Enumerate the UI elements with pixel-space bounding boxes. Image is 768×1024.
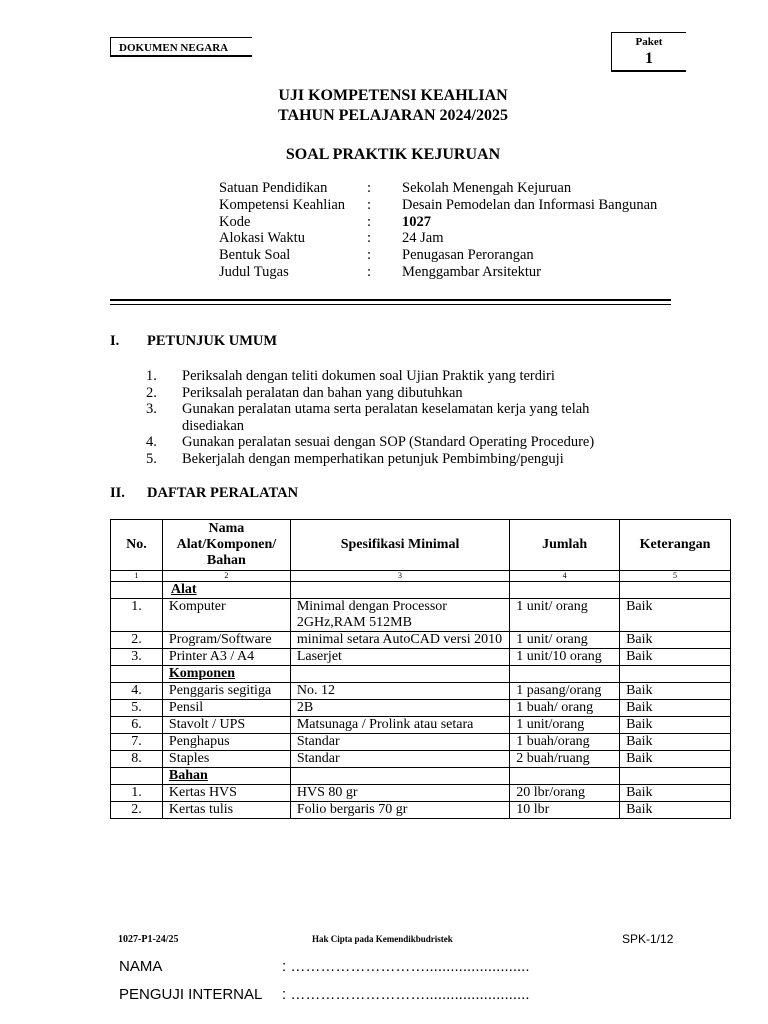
cell-no: 5. [111, 700, 163, 717]
info-key: Satuan Pendidikan [219, 180, 328, 196]
paket-number: 1 [645, 50, 653, 67]
list-item [146, 401, 646, 434]
cell-nama: Stavolt / UPS [162, 717, 290, 734]
info-colon: : [367, 196, 372, 213]
cell-nama: Kertas HVS [162, 785, 290, 802]
section-heading-petunjuk [110, 333, 410, 351]
cell-no: 4. [111, 683, 163, 700]
cell-nama: Printer A3 / A4 [162, 649, 290, 666]
info-value: 1027 [402, 213, 431, 230]
info-colon: : [367, 247, 372, 264]
column-header-keterangan: Keterangan [620, 520, 731, 571]
section-number: II. [110, 485, 125, 501]
penguji-internal-field: : ………………………......................... [282, 986, 530, 1003]
info-value: Sekolah Menengah Kejuruan [402, 180, 572, 196]
table-row [111, 632, 731, 649]
column-header-nama: Nama Alat/Komponen/ Bahan [162, 520, 290, 571]
cell-keterangan: Baik [620, 632, 731, 649]
cell-jumlah: 1 unit/10 orang [510, 649, 620, 666]
column-header-jumlah: Jumlah [510, 520, 620, 571]
table-row [111, 649, 731, 666]
cell-keterangan: Baik [620, 751, 731, 768]
cell-keterangan: Baik [620, 683, 731, 700]
table-row [111, 785, 731, 802]
nama-field: : ………………………......................... [282, 958, 530, 975]
list-item [146, 451, 646, 468]
column-index: 2 [162, 571, 290, 582]
table-row [111, 802, 731, 819]
cell-jumlah: 1 buah/ orang [510, 700, 620, 717]
table-header-row [111, 520, 731, 571]
cell-jumlah: 1 unit/ orang [510, 599, 620, 632]
cell-no: 6. [111, 717, 163, 734]
cell-jumlah: 1 unit/orang [510, 717, 620, 734]
section-number: I. [110, 333, 120, 349]
info-key: Judul Tugas [219, 263, 289, 280]
cell-spesifikasi: Standar [290, 734, 509, 751]
cell-keterangan: Baik [620, 734, 731, 751]
cell-no: 2. [111, 632, 163, 649]
list-number: 1. [146, 368, 157, 384]
cell-spesifikasi: 2B [290, 700, 509, 717]
table-group-row [111, 768, 731, 785]
cell-nama: Program/Software [162, 632, 290, 649]
column-index: 5 [620, 571, 731, 582]
info-value: Menggambar Arsitektur [402, 263, 541, 280]
cell-spesifikasi: minimal setara AutoCAD versi 2010 [290, 632, 509, 649]
cell-spesifikasi: Folio bergaris 70 gr [290, 802, 509, 819]
column-index: 3 [290, 571, 509, 582]
list-item [146, 434, 646, 451]
cell-jumlah: 10 lbr [510, 802, 620, 819]
penguji-internal-label: PENGUJI INTERNAL [119, 986, 263, 1003]
info-colon: : [367, 263, 372, 280]
info-key: Kode [219, 213, 251, 230]
list-item [146, 368, 646, 385]
info-value: 24 Jam [402, 230, 444, 247]
paket-label: Paket [635, 36, 663, 48]
group-label-bahan: Bahan [162, 768, 290, 785]
divider-line [110, 299, 671, 301]
list-text: Periksalah dengan teliti dokumen soal Ujian Praktik yang terdiri [182, 368, 555, 384]
column-index-row [111, 571, 731, 582]
info-value: Penugasan Perorangan [402, 247, 534, 264]
cell-nama: Penggaris segitiga [162, 683, 290, 700]
info-colon: : [367, 230, 372, 247]
cell-spesifikasi: Matsunaga / Prolink atau setara [290, 717, 509, 734]
cell-jumlah: 20 lbr/orang [510, 785, 620, 802]
info-key: Kompetensi Keahlian [219, 196, 346, 213]
cell-jumlah: 1 buah/orang [510, 734, 620, 751]
cell-no: 3. [111, 649, 163, 666]
cell-keterangan: Baik [620, 785, 731, 802]
cell-jumlah: 2 buah/ruang [510, 751, 620, 768]
info-colon: : [367, 213, 372, 230]
table-row [111, 700, 731, 717]
equipment-table [110, 519, 731, 819]
page-number: SPK-1/12 [622, 932, 674, 946]
cell-spesifikasi: Laserjet [290, 649, 509, 666]
cell-spesifikasi: Standar [290, 751, 509, 768]
cell-keterangan: Baik [620, 717, 731, 734]
table-row [111, 751, 731, 768]
document-code: 1027-P1-24/25 [118, 934, 179, 945]
group-label-alat: Alat [162, 582, 290, 599]
table-row [111, 599, 731, 632]
cell-no: 7. [111, 734, 163, 751]
paket-box [611, 32, 686, 72]
info-value: Desain Pemodelan dan Informasi Bangunan [402, 196, 658, 213]
academic-year: TAHUN PELAJARAN 2024/2025 [278, 107, 508, 124]
list-number: 3. [146, 401, 157, 418]
cell-spesifikasi: HVS 80 gr [290, 785, 509, 802]
table-group-row [111, 582, 731, 599]
cell-no: 2. [111, 802, 163, 819]
column-header-spesifikasi: Spesifikasi Minimal [290, 520, 509, 571]
section-heading-peralatan [110, 485, 410, 503]
copyright-notice: Hak Cipta pada Kemendikbudristek [312, 934, 453, 944]
list-number: 4. [146, 434, 157, 451]
cell-nama: Kertas tulis [162, 802, 290, 819]
list-text: Gunakan peralatan sesuai dengan SOP (Standard Operating Procedure) [182, 434, 595, 451]
instruction-list [146, 368, 646, 468]
cell-nama: Pensil [162, 700, 290, 717]
info-key: Alokasi Waktu [219, 230, 305, 247]
dokumen-negara-label: DOKUMEN NEGARA [110, 37, 252, 57]
table-group-row [111, 666, 731, 683]
cell-no: 8. [111, 751, 163, 768]
section-title: DAFTAR PERALATAN [147, 485, 299, 501]
table-row [111, 734, 731, 751]
table-row [111, 717, 731, 734]
cell-spesifikasi: No. 12 [290, 683, 509, 700]
info-key: Bentuk Soal [219, 247, 291, 264]
list-text: Gunakan peralatan utama serta peralatan keselamatan kerja yang telah disediakan [182, 401, 590, 434]
cell-jumlah: 1 pasang/orang [510, 683, 620, 700]
cell-nama: Komputer [162, 599, 290, 632]
cell-keterangan: Baik [620, 599, 731, 632]
list-text: Bekerjalah dengan memperhatikan petunjuk Pembimbing/penguji [182, 450, 564, 467]
cell-keterangan: Baik [620, 802, 731, 819]
column-index: 1 [111, 571, 163, 582]
list-number: 2. [146, 384, 157, 401]
nama-label: NAMA [119, 958, 163, 975]
divider-line [110, 304, 671, 305]
cell-jumlah: 1 unit/ orang [510, 632, 620, 649]
cell-keterangan: Baik [620, 700, 731, 717]
column-index: 4 [510, 571, 620, 582]
cell-no: 1. [111, 785, 163, 802]
cell-keterangan: Baik [620, 649, 731, 666]
cell-nama: Penghapus [162, 734, 290, 751]
column-header-no: No. [111, 520, 163, 571]
list-number: 5. [146, 450, 157, 467]
cell-nama: Staples [162, 751, 290, 768]
cell-no: 1. [111, 599, 163, 632]
exam-title: UJI KOMPETENSI KEAHLIAN [278, 87, 508, 104]
table-row [111, 683, 731, 700]
info-colon: : [367, 180, 372, 196]
exam-subtitle: SOAL PRAKTIK KEJURUAN [285, 146, 501, 163]
list-item [146, 385, 646, 402]
cell-spesifikasi: Minimal dengan Processor 2GHz,RAM 512MB [290, 599, 509, 632]
section-title: PETUNJUK UMUM [147, 333, 278, 349]
list-text: Periksalah peralatan dan bahan yang dibutuhkan [182, 384, 463, 401]
group-label-komponen: Komponen [162, 666, 290, 683]
